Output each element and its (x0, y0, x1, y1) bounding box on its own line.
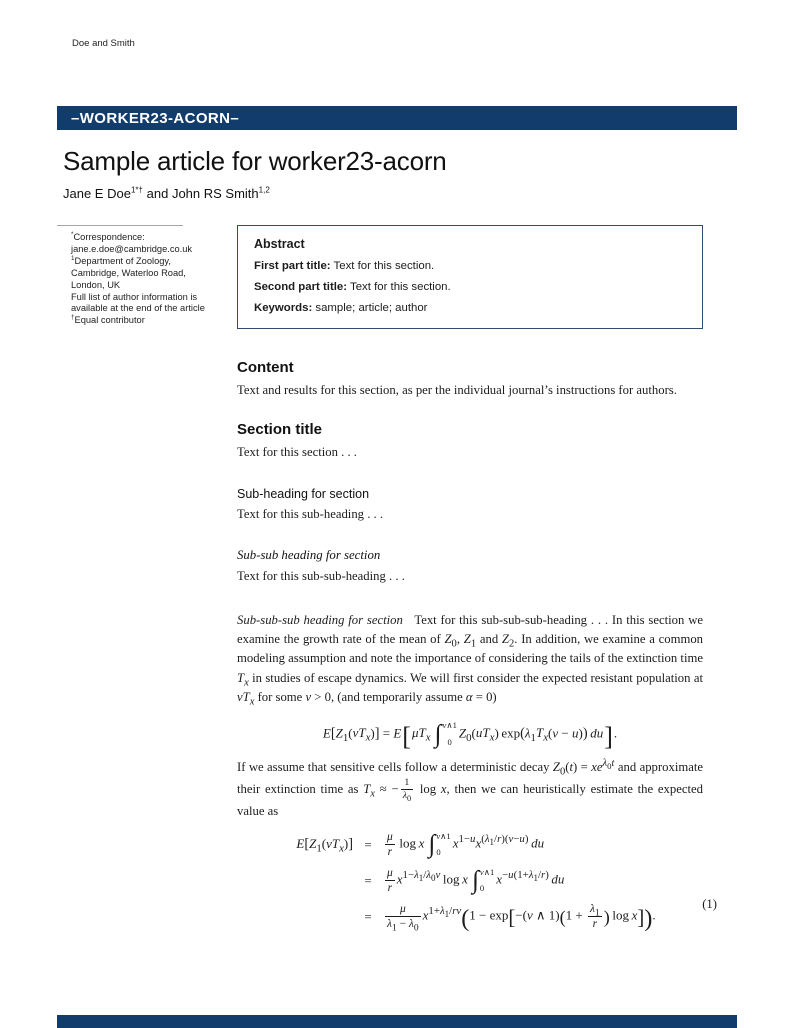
article-title: Sample article for worker23-acorn (63, 146, 447, 176)
sub-sub-sub-paragraph: Sub-sub-sub heading for section Text for this sub-sub-sub-heading . . . In this section we examine the growth rate of the mean of $Z_0$, $Z_1$ and $Z_2$. In addition, we examine a common modeling assumption and note the importance of considering the tails of the extinction time $T_x$ in studies of escape dynamics. We will first consider the expected resistant population at $vT_x$ for some v > 0, (and temporarily assume α = 0) (237, 612, 704, 708)
equal-contributor-note: †Equal contributor (71, 314, 145, 326)
author-line: Jane E Doe$^{1*\dagger}$ and John RS Smith$^{1,2}$ (63, 185, 270, 201)
abstract-heading: Abstract (254, 237, 305, 251)
section-title-heading: Section title (237, 421, 323, 439)
abstract-item-label: First part title: (254, 260, 331, 272)
equation-rhs-line2: $\frac{\mu}{r}$ $x^{1-\lambda_1/\lambda_0v}$ log x ∫ v∧1 0 $x^{-u(1+\lambda_1/r)}$ du (387, 866, 565, 895)
keywords-text: sample; article; author (315, 302, 428, 314)
footer-bar (57, 1015, 737, 1028)
equation-lhs: $E[Z_1(vT_x)]$ (296, 836, 353, 855)
section-paragraph: Text for this section . . . (237, 445, 357, 460)
main-column (237, 225, 717, 934)
sub-sub-heading-paragraph: Text for this sub-sub-heading . . . (237, 569, 405, 584)
abstract-item (254, 259, 686, 273)
journal-banner-label: –WORKER23-ACORN– (71, 109, 240, 127)
affiliation-line: London, UK (71, 279, 121, 290)
affiliation-line: Cambridge, Waterloo Road, (71, 267, 186, 278)
equation-display: $E[Z_1(vT_x)] = E[\mu T_x$ ∫ v∧1 0 $Z_0(uT_x) \exp(\lambda_1T_x(v - u))$ du]. (322, 719, 618, 751)
equals-sign: = (364, 908, 372, 924)
decay-paragraph: If we assume that sensitive cells follow a deterministic decay $Z_0(t) = xe^{\lambda_0t}$ and approximate their extinction time as $T_x$ ≈ − $\frac{1}{\lambda_0}$ log x, then we can heuristically estimate the expected value as (237, 758, 703, 818)
abstract-box (237, 225, 703, 329)
correspondence-label: *Correspondence: (71, 230, 145, 242)
sub-heading: Sub-heading for section (237, 486, 370, 501)
content-heading: Content (237, 359, 294, 376)
sub-heading-paragraph: Text for this sub-heading . . . (237, 506, 384, 521)
two-column-area (57, 225, 737, 934)
keywords-label: Keywords: (254, 302, 313, 314)
equation-aligned (257, 830, 717, 934)
running-head: Doe and Smith (72, 38, 135, 49)
abstract-item-label: Second part title: (254, 281, 348, 293)
equals-sign: = (364, 836, 372, 852)
equals-sign: = (364, 872, 372, 888)
affiliation-line: $^1$Department of Zoology, (71, 254, 171, 266)
author-info-note: Full list of author information is (71, 291, 198, 302)
equation-rhs-line3: $\frac{\mu}{\lambda_1 - \lambda_0}$ $x^{1+\lambda_1/rv}(1 - \exp[-(v$ ∧ 1)(1 + $\frac{\lambda_1}{r}$ ) log x]). (387, 903, 656, 934)
equation-number: (1) (702, 897, 717, 912)
correspondence-block (57, 225, 215, 930)
sub-sub-heading: Sub-sub heading for section (237, 548, 381, 563)
sidebar-rule (57, 225, 183, 226)
abstract-keywords (254, 301, 686, 315)
content-paragraph: Text and results for this section, as per the individual journal’s instructions for authors. (237, 383, 677, 397)
author-info-note: available at the end of the article (71, 303, 205, 314)
abstract-item-text: Text for this section. (333, 260, 435, 272)
abstract-item (254, 280, 686, 294)
journal-banner (57, 106, 737, 130)
equation-rhs-line1: $\frac{\mu}{r}$ log x ∫ v∧1 0 $x^{1-u}x^{(\lambda_1/r)(v-u)}$ du (387, 830, 545, 859)
correspondence-email: jane.e.doe@cambridge.co.uk (71, 243, 193, 254)
abstract-item-text: Text for this section. (350, 281, 451, 293)
